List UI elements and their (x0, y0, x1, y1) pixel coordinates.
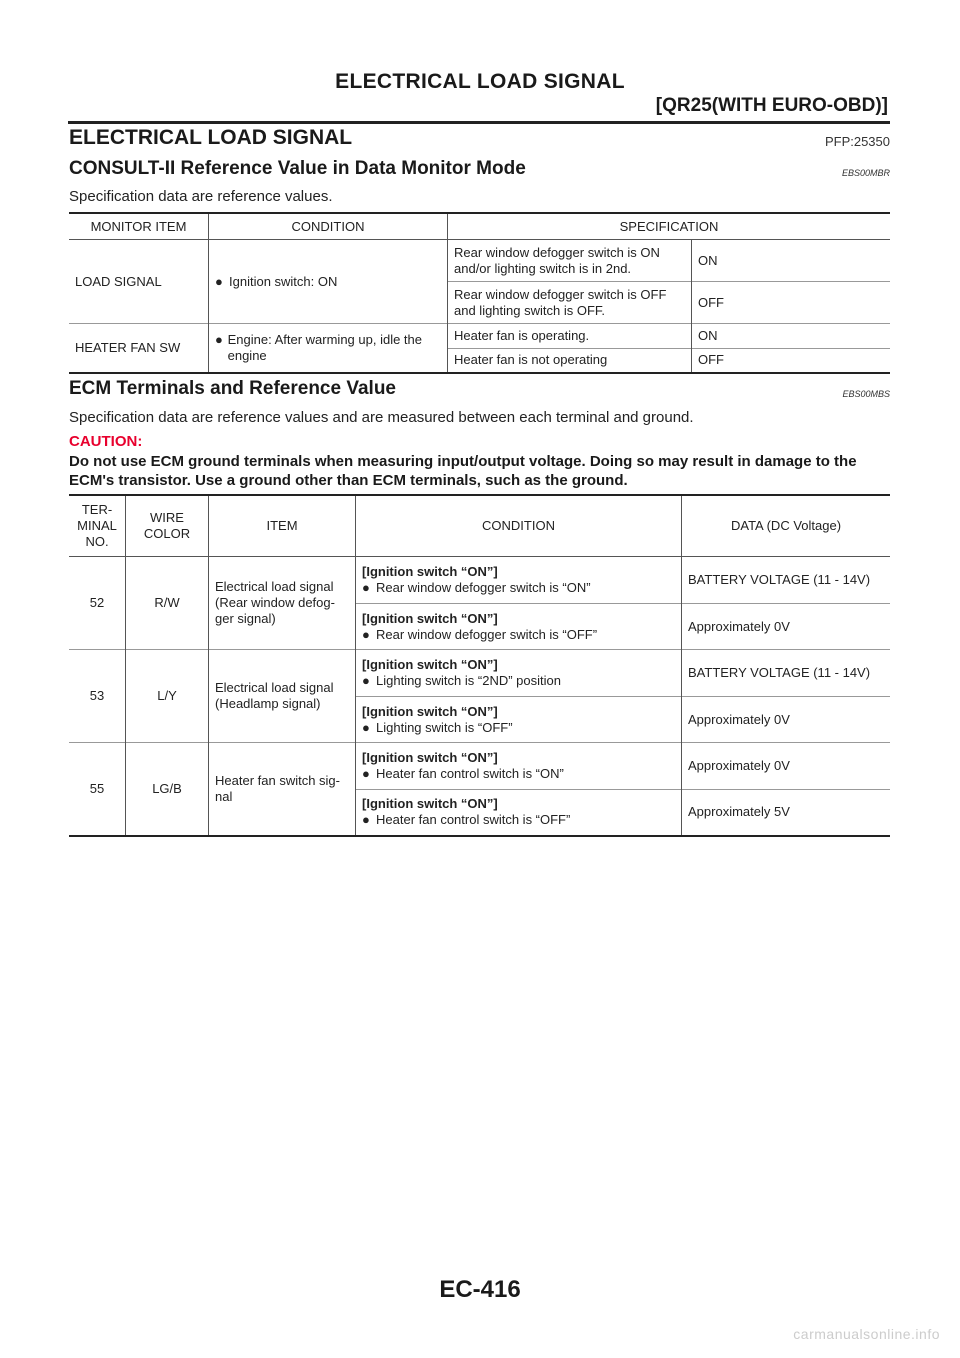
item-text: Electrical load signal (Headlamp signal) (209, 650, 356, 743)
specification-value: OFF (692, 282, 891, 324)
col-wire-color: WIRE COLOR (126, 495, 209, 557)
monitor-condition: ● Ignition switch: ON (209, 240, 448, 324)
condition-cell: [Ignition switch “ON”] ● Lighting switch is “OFF” (356, 697, 682, 743)
terminal-no: 53 (69, 650, 126, 743)
bullet-icon: ● (362, 812, 370, 828)
bullet-icon: ● (362, 626, 370, 642)
wire-color: R/W (126, 557, 209, 650)
monitor-item: LOAD SIGNAL (69, 240, 209, 324)
ecm-code: EBS00MBS (842, 389, 890, 399)
condition-cell: [Ignition switch “ON”] ● Heater fan control switch is “OFF” (356, 790, 682, 836)
col-terminal: TER-MINAL NO. (69, 495, 126, 557)
consult-intro: Specification data are reference values. (69, 188, 333, 205)
bullet-icon: ● (215, 331, 223, 347)
caution-label: CAUTION: (69, 433, 143, 450)
caution-text: Do not use ECM ground terminals when measuring input/output voltage. Doing so may result in damage to the ECM's transistor. Use a ground other than ECM terminals, such as the ground. (69, 453, 857, 489)
data-value: Approximately 0V (682, 697, 891, 743)
watermark: carmanualsonline.info (793, 1326, 940, 1342)
consult-code: EBS00MBR (841, 168, 890, 178)
condition-cell: [Ignition switch “ON”] ● Heater fan control switch is “ON” (356, 743, 682, 790)
condition-cell: [Ignition switch “ON”] ● Lighting switch is “2ND” position (356, 650, 682, 697)
sub-condition: Rear window defogger switch is OFF and lighting switch is OFF. (448, 282, 692, 324)
col-data: DATA (DC Voltage) (682, 495, 891, 557)
table-row (69, 650, 890, 697)
bullet-icon: ● (362, 719, 370, 735)
sub-condition: Heater fan is operating. (448, 324, 692, 349)
col-condition: CONDITION (356, 495, 682, 557)
bullet-icon: ● (215, 273, 223, 289)
bullet-icon: ● (362, 673, 370, 688)
consult-table (69, 212, 890, 374)
col-monitor-item: MONITOR ITEM (69, 213, 209, 240)
wire-color: LG/B (126, 743, 209, 836)
terminal-no: 52 (69, 557, 126, 650)
condition-cell: [Ignition switch “ON”] ● Rear window defogger switch is “OFF” (356, 604, 682, 650)
specification-value: ON (692, 324, 891, 349)
condition-cell: [Ignition switch “ON”] ● Rear window defogger switch is “ON” (356, 557, 682, 604)
data-value: Approximately 0V (682, 604, 891, 650)
section-code: PFP:25350 (824, 134, 890, 149)
wire-color: L/Y (126, 650, 209, 743)
specification-value: ON (692, 240, 891, 282)
terminal-no: 55 (69, 743, 126, 836)
data-value: Approximately 5V (682, 790, 891, 836)
ecm-title: ECM Terminals and Reference Value (69, 378, 396, 399)
page-number: EC-416 (439, 1276, 521, 1303)
header-title: ELECTRICAL LOAD SIGNAL (335, 70, 625, 93)
table-row (69, 557, 890, 604)
header-rule (68, 121, 890, 124)
table-row (69, 240, 890, 282)
section-title: ELECTRICAL LOAD SIGNAL (69, 126, 353, 149)
data-value: Approximately 0V (682, 743, 891, 790)
table-row (69, 743, 890, 790)
data-value: BATTERY VOLTAGE (11 - 14V) (682, 650, 891, 697)
sub-condition: Rear window defogger switch is ON and/or lighting switch is in 2nd. (448, 240, 692, 282)
ecm-intro: Specification data are reference values and are measured between each terminal and ground. (69, 409, 694, 426)
ecm-table (69, 494, 890, 837)
item-text: Electrical load signal (Rear window defog-ger signal) (209, 557, 356, 650)
monitor-condition: ● Engine: After warming up, idle the engine (209, 324, 448, 373)
col-specification: SPECIFICATION (448, 213, 891, 240)
monitor-item: HEATER FAN SW (69, 324, 209, 373)
bullet-icon: ● (362, 580, 370, 595)
bullet-icon: ● (362, 766, 370, 781)
col-item: ITEM (209, 495, 356, 557)
sub-condition: Heater fan is not operating (448, 349, 692, 373)
col-condition: CONDITION (209, 213, 448, 240)
table-row (69, 324, 890, 349)
data-value: BATTERY VOLTAGE (11 - 14V) (682, 557, 891, 604)
item-text: Heater fan switch sig-nal (209, 743, 356, 836)
header-subtitle: [QR25(WITH EURO-OBD)] (655, 95, 888, 116)
specification-value: OFF (692, 349, 891, 373)
consult-title: CONSULT-II Reference Value in Data Monitor Mode (69, 158, 526, 179)
